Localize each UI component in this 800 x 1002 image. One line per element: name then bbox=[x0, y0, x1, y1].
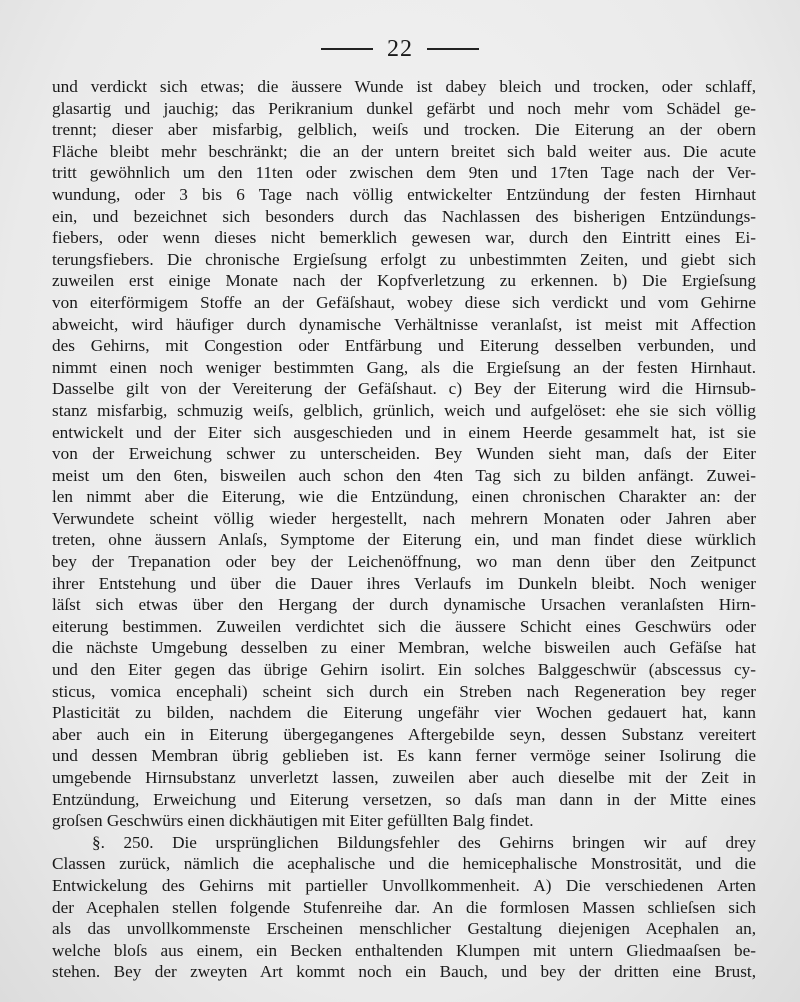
text-line: der Acephalen stellen folgende Stufenreihe dar. An die formlosen Massen schlieſsen sich bbox=[52, 897, 756, 917]
text-line: ihrer Entstehung und über die Dauer ihres Verlaufs im Dunkeln bleibt. Noch weniger bbox=[52, 573, 756, 593]
text-line: Verwundete scheint völlig wieder hergestellt, nach mehrern Monaten oder Jahren aber bbox=[52, 508, 756, 528]
header-rule-left bbox=[321, 48, 373, 50]
text-line: glasartig und jauchig; das Perikranium dunkel gefärbt und noch mehr vom Schädel ge- bbox=[52, 98, 756, 118]
text-line: eiterung bestimmen. Zuweilen verdichtet sich die äussere Schicht eines Geschwürs oder bbox=[52, 616, 756, 636]
text-line: des Gehirns, mit Congestion oder Entfärbung und Eiterung desselben verbunden, und bbox=[52, 336, 756, 356]
text-line: von der Erweichung schwer zu unterscheiden. Bey Wunden sieht man, daſs der Eiter bbox=[52, 444, 756, 464]
text-line: welche bloſs aus einem, ein Becken enthaltenden Klumpen mit untern Gliedmaaſsen be- bbox=[52, 940, 756, 960]
text-line: Plasticität zu bilden, nachdem die Eiterung ungefähr vier Wochen gedauert hat, kann bbox=[52, 703, 756, 723]
text-line: umgebende Hirnsubstanz unverletzt lassen, zuweilen aber auch dieselbe mit der Zeit in bbox=[52, 768, 756, 787]
text-line: fiebers, oder wenn dieses nicht bemerklich gewesen war, durch den Eintritt eines Ei- bbox=[52, 228, 756, 248]
text-line: und den Eiter gegen das übrige Gehirn isolirt. Ein solches Balggeschwür (abscessus cy- bbox=[52, 660, 756, 680]
text-line: treten, ohne äussern Anlaſs, Symptome der Eiterung ein, und man findet diese würklich bbox=[52, 530, 756, 550]
text-line: wundung, oder 3 bis 6 Tage nach völlig entwickelter Entzündung der festen Hirnhaut bbox=[52, 184, 756, 204]
text-line: aber auch ein in Eiterung übergegangenes Aftergebilde seyn, dessen Substanz vereitert bbox=[52, 724, 756, 744]
text-line: nimmt einen noch weniger bestimmten Gang, als die Ergieſsung an der festen Hirnhaut. bbox=[52, 357, 756, 377]
header-rule-right bbox=[427, 48, 479, 50]
text-line: von eiterförmigem Stoffe an der Gefäſshaut, wobey diese sich verdickt und vom Gehirne bbox=[52, 292, 756, 312]
text-line: Fläche bleibt mehr beschränkt; die an der untern breitet sich bald weiter aus. Die acute bbox=[52, 141, 756, 161]
text-line: groſsen Geschwürs einen dickhäutigen mit Eiter gefüllten Balg findet. bbox=[52, 811, 534, 831]
body-text bbox=[52, 76, 756, 983]
text-line: ein, und bezeichnet sich besonders durch das Nachlassen des bisherigen Entzündungs- bbox=[52, 206, 756, 226]
text-line: len nimmt aber die Eiterung, wie die Entzündung, einen chronischen Charakter an: der bbox=[52, 487, 756, 507]
text-line: bey der Trepanation oder bey der Leichenöffnung, wo man denn über den Zeitpunct bbox=[52, 552, 756, 572]
text-line: Dasselbe gilt von der Vereiterung der Gefäſshaut. c) Bey der Eiterung wird die Hirnsub- bbox=[52, 379, 756, 399]
text-line: zuweilen erst einige Monate nach der Kopfverletzung zu erkennen. b) Die Ergieſsung bbox=[52, 271, 756, 291]
text-line: und dessen Membran übrig geblieben ist. Es kann ferner vermöge seiner Isolirung die bbox=[52, 746, 756, 766]
text-line: stanz misfarbig, schmuzig weiſs, gelblich, grünlich, weich und aufgelöset: ehe sie sich völlig bbox=[52, 400, 756, 420]
text-line: entwickelt und der Eiter sich ausgeschieden und in einem Heerde gesammelt hat, ist sie bbox=[52, 422, 756, 442]
text-line: §. 250. Die ursprünglichen Bildungsfehler des Gehirns bringen wir auf drey bbox=[92, 832, 756, 852]
text-line: und verdickt sich etwas; die äussere Wunde ist dabey bleich und trocken, oder schlaff, bbox=[52, 77, 756, 96]
text-line: stehen. Bey der zweyten Art kommt noch ein Bauch, und bey der dritten eine Brust, bbox=[52, 962, 756, 982]
text-line: sticus, vomica encephali) scheint sich durch ein Streben nach Regeneration bey reger bbox=[52, 681, 756, 701]
page-header bbox=[0, 34, 800, 64]
text-line: die nächste Umgebung desselben zu einer Membran, welche bisweilen auch Gefäſse hat bbox=[52, 638, 756, 658]
text-line: Entwickelung des Gehirns mit partieller Unvollkommenheit. A) Die verschiedenen Arten bbox=[52, 875, 756, 895]
text-line: abweicht, wird häufiger durch dynamische Verhältnisse veranlaſst, ist meist mit Affection bbox=[52, 314, 756, 334]
page-number: 22 bbox=[387, 35, 413, 62]
text-line: als das unvollkommenste Erscheinen menschlicher Gestaltung diejenigen Acephalen an, bbox=[52, 919, 756, 939]
text-line: trennt; dieser aber misfarbig, gelblich, weiſs und trocken. Die Eiterung an der obern bbox=[52, 120, 756, 140]
text-line: meist um den 6ten, bisweilen auch schon den 4ten Tag sich zu bilden anfängt. Zuwei- bbox=[52, 465, 756, 485]
text-line: tritt gewöhnlich um den 11ten oder zwischen dem 9ten und 17ten Tage nach der Ver- bbox=[52, 163, 756, 183]
text-line: Entzündung, Erweichung und Eiterung versetzen, so daſs man dann in der Mitte eines bbox=[52, 789, 756, 809]
text-line: terungsfiebers. Die chronische Ergieſsung erfolgt zu unbestimmten Zeiten, und giebt sich bbox=[52, 249, 756, 269]
text-line: Classen zurück, nämlich die acephalische und die hemicephalische Monstrosität, und die bbox=[52, 854, 756, 874]
text-line: läſst sich etwas über den Hergang der durch dynamische Ursachen veranlaſsten Hirn- bbox=[52, 595, 756, 615]
